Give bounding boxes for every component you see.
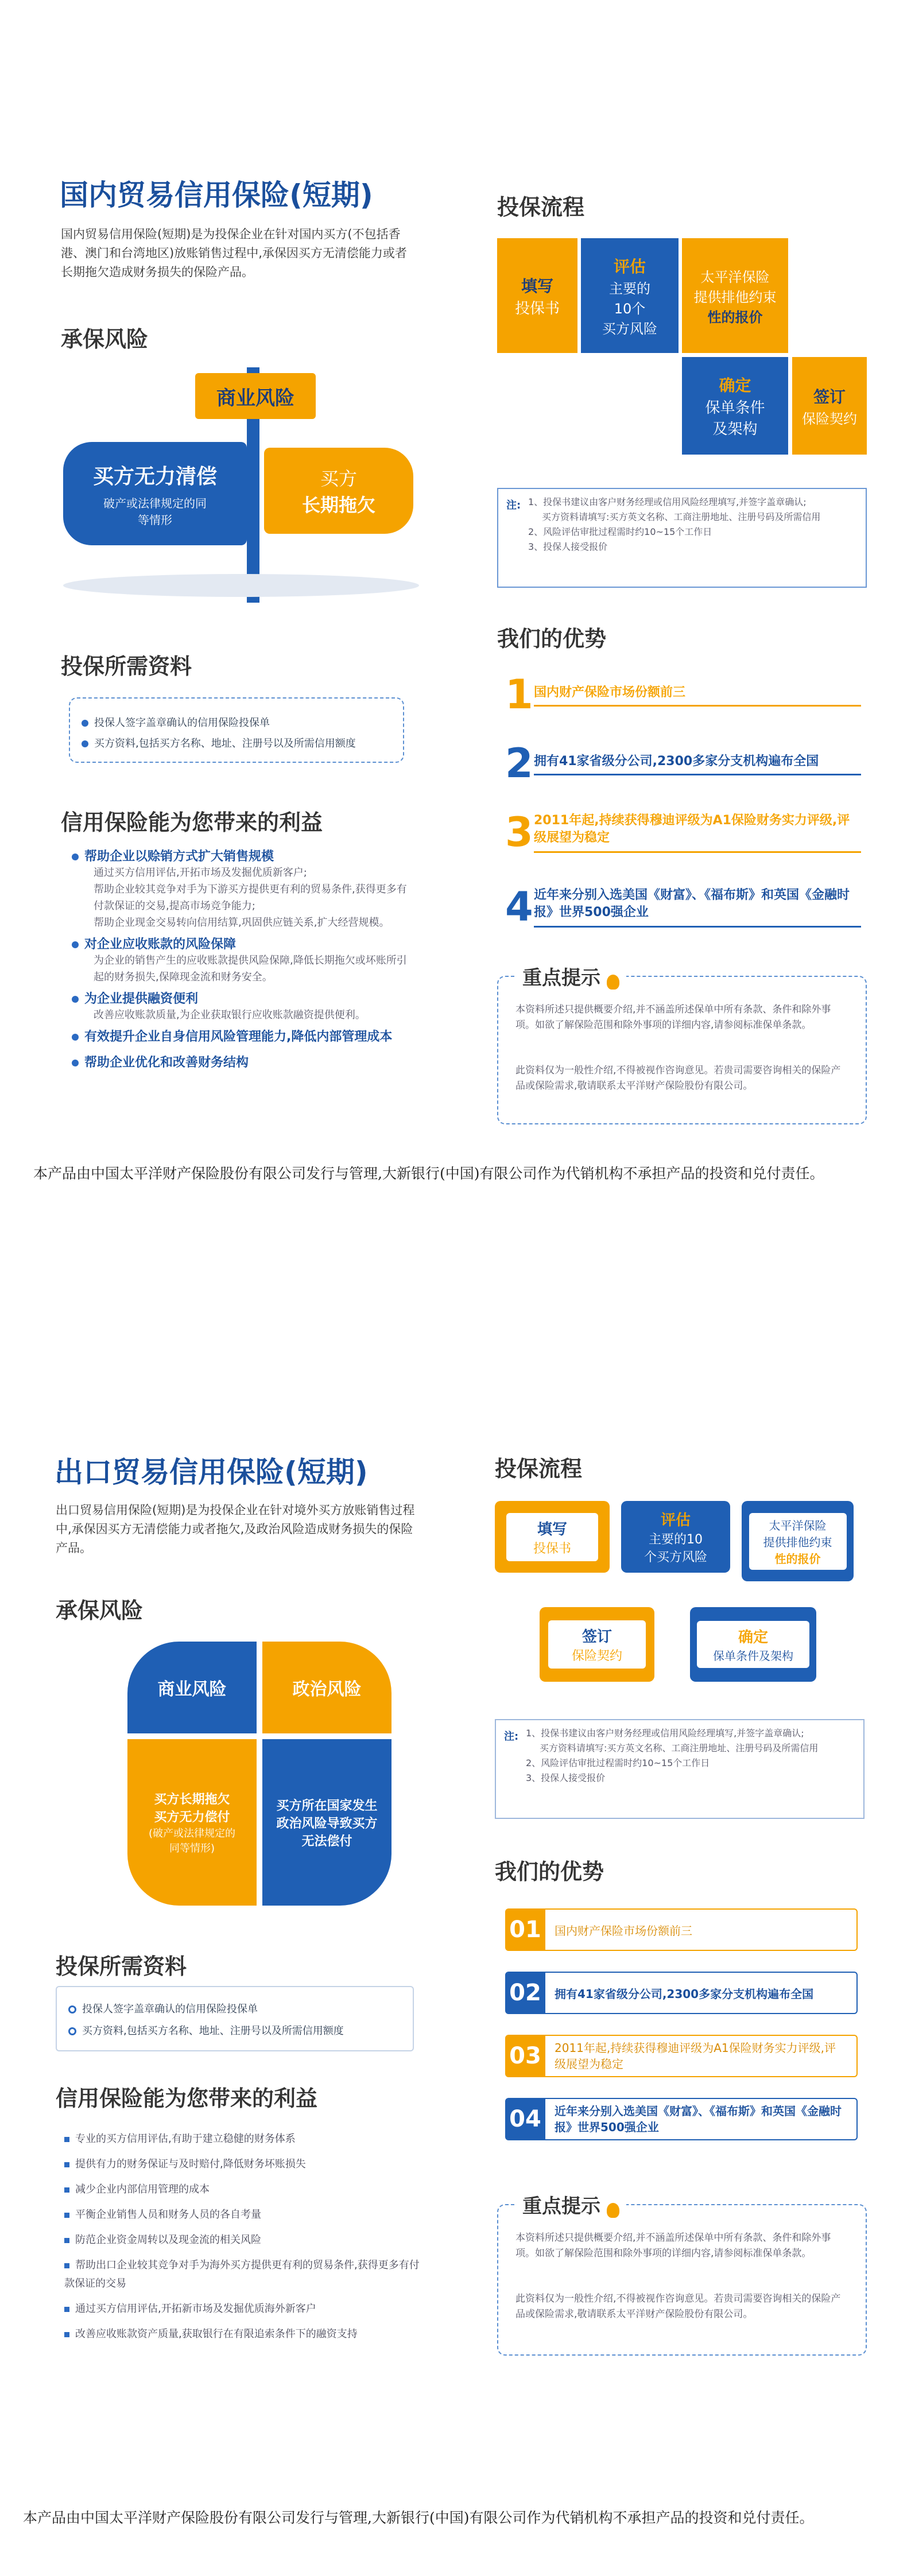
advantage-text: 拥有41家省级分公司,2300多家分支机构遍布全国 xyxy=(555,1987,814,2001)
petal-text: 买方所在国家发生 xyxy=(276,1798,378,1813)
risk-top-label: 商业风险 xyxy=(216,386,294,410)
step-text: 太平洋保险 xyxy=(700,269,770,285)
step-text: 买方风险 xyxy=(602,320,657,337)
step-evaluate xyxy=(621,1501,730,1573)
docs-item-text: 买方资料,包括买方名称、地址、注册号以及所需信用额度 xyxy=(94,738,356,750)
petal-political-detail xyxy=(262,1739,391,1906)
bullet-icon xyxy=(64,2238,69,2243)
step-text: 投保书 xyxy=(533,1541,571,1556)
benefit-sub: 帮助企业较其竞争对手为下游买方提供更有利的贸易条件,获得更多有付款保证的交易,提高市场竞争能力; xyxy=(94,883,407,912)
step-text: 提供排他约束 xyxy=(763,1535,832,1549)
tip-paragraph: 本资料所述只提供概要介绍,并不涵盖所述保单中所有条款、条件和除外事项。如欲了解保险范围和除外事项的详细内容,请参阅标准保单条款。 xyxy=(515,2232,831,2259)
advantage-number: 2 xyxy=(505,740,533,787)
petal-label: 商业风险 xyxy=(157,1679,227,1700)
advantages-heading: 我们的优势 xyxy=(497,626,607,651)
advantage-text: 2011年起,持续获得穆迪评级为A1保险财务实力评级,评级展望为稳定 xyxy=(534,812,861,853)
benefits-list xyxy=(72,847,416,1070)
docs-item-text: 买方资料,包括买方名称、地址、注册号以及所需信用额度 xyxy=(82,2025,344,2037)
advantage-item xyxy=(505,809,861,855)
docs-item xyxy=(68,2001,258,2016)
advantage-text: 2011年起,持续获得穆迪评级为A1保险财务实力评级,评级展望为稳定 xyxy=(555,2041,836,2071)
risk-right-line2: 长期拖欠 xyxy=(301,494,375,516)
note-line: 3、投保人接受报价 xyxy=(528,541,608,552)
step-text: 及架构 xyxy=(712,421,758,438)
benefit-text: 防范企业资金周转以及现金流的相关风险 xyxy=(75,2234,261,2246)
risk-signpost xyxy=(52,356,431,603)
page-title: 国内贸易信用保险(短期) xyxy=(60,179,373,212)
advantage-number: 02 xyxy=(505,1973,545,2013)
tip-paragraph: 此资料仅为一般性介绍,不得被视作咨询意见。若贵司需要咨询相关的保险产品或保险需求,敬请联系太平洋财产保险股份有限公司。 xyxy=(515,1065,841,1092)
advantage-number: 01 xyxy=(505,1910,545,1950)
step-text: 10个 xyxy=(614,300,646,317)
benefit-text: 减少企业内部信用管理的成本 xyxy=(75,2183,210,2195)
bullet-icon xyxy=(82,720,88,727)
benefit-text: 改善应收账款资产质量,获取银行在有限追索条件下的融资支持 xyxy=(75,2328,358,2340)
step-sign xyxy=(540,1607,654,1682)
benefit-text: 专业的买方信用评估,有助于建立稳健的财务体系 xyxy=(75,2133,296,2145)
bullet-icon xyxy=(64,2307,69,2312)
advantage-item xyxy=(505,1972,858,2014)
bullet-icon xyxy=(68,2027,76,2035)
step-text: 性的报价 xyxy=(707,309,763,325)
step-fill-form xyxy=(497,238,577,353)
benefit-title: 有效提升企业自身信用风险管理能力,降低内部管理成本 xyxy=(84,1030,393,1044)
lightbulb-icon xyxy=(607,2203,619,2218)
bullet-icon xyxy=(72,1034,79,1041)
bullet-icon xyxy=(72,996,79,1003)
benefit-item xyxy=(72,1027,416,1045)
benefit-sub: 通过买方信用评估,开拓市场及发掘优质新客户; xyxy=(94,867,307,879)
docs-box xyxy=(56,1986,414,2051)
benefit-title: 帮助企业以赊销方式扩大销售规模 xyxy=(84,849,274,864)
advantage-item xyxy=(505,1908,858,1951)
petal-commercial-detail xyxy=(127,1739,257,1906)
bullet-icon xyxy=(64,2137,69,2142)
petal-text: 无法偿付 xyxy=(301,1834,352,1849)
step-text: 确定 xyxy=(719,376,751,395)
advantage-item xyxy=(505,740,861,786)
petal-text: 政治风险导致买方 xyxy=(276,1816,378,1831)
benefit-item xyxy=(64,2202,420,2228)
benefit-item xyxy=(72,1053,416,1070)
step-sign xyxy=(792,357,867,455)
benefit-item xyxy=(64,2296,420,2322)
step-text: 保单条件及架构 xyxy=(713,1649,793,1663)
bullet-icon xyxy=(72,941,79,948)
intro-text: 出口贸易信用保险(短期)是为投保企业在针对境外买方放账销售过程中,承保因买方无清偿能力或者拖欠,及政治风险造成财务损失的保险产品。 xyxy=(56,1503,415,1555)
docs-item xyxy=(68,2023,344,2038)
benefit-title: 为企业提供融资便利 xyxy=(84,992,199,1006)
notes-label: 注: xyxy=(506,499,521,511)
process-heading: 投保流程 xyxy=(497,195,585,220)
step-text: 个买方风险 xyxy=(643,1550,707,1565)
benefit-item xyxy=(64,2152,420,2177)
advantage-number: 3 xyxy=(505,809,533,856)
tip-box xyxy=(497,2195,867,2356)
risk-right-line1: 买方 xyxy=(320,468,357,490)
step-confirm xyxy=(682,357,788,455)
step-text: 填写 xyxy=(521,276,553,296)
step-text: 主要的10 xyxy=(649,1533,703,1547)
step-text: 评估 xyxy=(613,257,646,276)
note-line: 2、风险评估审批过程需时约10~15个工作日 xyxy=(526,1758,710,1768)
tip-heading: 重点提示 xyxy=(522,2195,600,2218)
docs-heading: 投保所需资料 xyxy=(56,1954,187,1979)
petal-text: 买方长期拖欠 xyxy=(154,1793,230,1807)
advantage-text: 近年来分别入选美国《财富》、《福布斯》和英国《金融时报》世界500强企业 xyxy=(534,887,861,928)
docs-item xyxy=(82,735,356,750)
step-text: 填写 xyxy=(537,1520,567,1538)
bullet-icon xyxy=(82,740,88,747)
docs-item-text: 投保人签字盖章确认的信用保险投保单 xyxy=(82,2003,258,2015)
risk-top-sign xyxy=(195,373,316,419)
benefits-heading: 信用保险能为您带来的利益 xyxy=(61,810,323,835)
benefit-title: 帮助企业优化和改善财务结构 xyxy=(84,1056,249,1070)
risk-left-sign xyxy=(63,442,247,545)
docs-heading: 投保所需资料 xyxy=(61,654,192,679)
step-text: 保险契约 xyxy=(802,410,857,427)
advantage-number: 03 xyxy=(505,2036,545,2076)
benefit-sub: 帮助企业现金交易转向信用结算,巩固供应链关系,扩大经营规模。 xyxy=(94,917,390,929)
advantage-item xyxy=(505,2098,858,2140)
footer-disclaimer: 本产品由中国太平洋财产保险股份有限公司发行与管理,大新银行(中国)有限公司作为代销机构不承担产品的投资和兑付责任。 xyxy=(33,1165,824,1182)
bullet-icon xyxy=(64,2263,69,2268)
petal-text: 同等情形) xyxy=(169,1842,215,1855)
step-text: 太平洋保险 xyxy=(769,1518,827,1533)
lightbulb-icon xyxy=(607,975,619,990)
notes-box xyxy=(495,1719,865,1819)
note-line: 3、投保人接受报价 xyxy=(526,1772,606,1783)
benefit-item xyxy=(64,2253,420,2296)
benefit-text: 平衡企业销售人员和财务人员的各自考量 xyxy=(75,2209,261,2221)
notes-lines xyxy=(528,495,855,554)
risk-left-sub: 破产或法律规定的同等情形 xyxy=(103,496,207,527)
notes-lines xyxy=(526,1726,853,1786)
petal-text: 买方无力偿付 xyxy=(154,1810,230,1825)
benefit-sub: 改善应收账款质量,为企业获取银行应收账款融资提供便利。 xyxy=(94,1009,366,1021)
benefit-text: 通过买方信用评估,开拓新市场及发掘优质海外新客户 xyxy=(75,2303,316,2315)
risk-right-sign xyxy=(264,448,413,534)
benefit-text: 提供有力的财务保证与及时赔付,降低财务坏账损失 xyxy=(75,2158,306,2170)
intro-text: 国内贸易信用保险(短期)是为投保企业在针对国内买方(不包括香港、澳门和台湾地区)放账销售过程中,承保因买方无清偿能力或者长期拖欠造成财务损失的保险产品。 xyxy=(61,227,407,279)
footer-disclaimer: 本产品由中国太平洋财产保险股份有限公司发行与管理,大新银行(中国)有限公司作为代销机构不承担产品的投资和兑付责任。 xyxy=(23,2509,814,2526)
benefits-heading: 信用保险能为您带来的利益 xyxy=(56,2086,318,2111)
petal-political xyxy=(262,1642,391,1733)
risk-heading: 承保风险 xyxy=(61,327,149,352)
step-text: 确定 xyxy=(738,1629,768,1646)
benefit-item xyxy=(64,2228,420,2253)
bullet-icon xyxy=(72,1060,79,1066)
bullet-icon xyxy=(68,2005,76,2014)
benefit-item xyxy=(64,2127,420,2152)
benefit-sub: 为企业的销售产生的应收账款提供风险保障,降低长期拖欠或坏账所引起的财务损失,保障现金流和财务安全。 xyxy=(94,955,407,983)
benefit-item xyxy=(64,2322,420,2347)
benefit-title: 对企业应收账款的风险保障 xyxy=(84,937,237,952)
benefit-text: 帮助出口企业较其竞争对手为海外买方提供更有利的贸易条件,获得更多有付款保证的交易 xyxy=(64,2259,420,2290)
step-text: 评估 xyxy=(660,1512,691,1529)
docs-item xyxy=(82,715,270,730)
petal-label: 政治风险 xyxy=(292,1679,362,1700)
bullet-icon xyxy=(64,2332,69,2337)
advantage-item xyxy=(505,884,861,930)
tip-paragraph: 此资料仅为一般性介绍,不得被视作咨询意见。若贵司需要咨询相关的保险产品或保险需求,敬请联系太平洋财产保险股份有限公司。 xyxy=(515,2293,841,2320)
step-fill-form xyxy=(495,1501,610,1573)
docs-item-text: 投保人签字盖章确认的信用保险投保单 xyxy=(94,717,270,729)
advantage-number: 4 xyxy=(505,883,533,930)
benefits-list xyxy=(64,2127,420,2347)
risk-petals xyxy=(127,1642,391,1906)
advantage-item xyxy=(505,671,861,718)
docs-box xyxy=(69,697,404,763)
advantages-heading: 我们的优势 xyxy=(495,1859,604,1884)
advantage-text: 国内财产保险市场份额前三 xyxy=(534,682,861,707)
step-text: 性的报价 xyxy=(774,1551,821,1566)
note-line: 买方资料请填写:买方英文名称、工商注册地址、注册号码及所需信用 xyxy=(540,1743,819,1753)
benefit-item xyxy=(72,934,416,986)
note-line: 1、投保书建议由客户财务经理或信用风险经理填写,并签字盖章确认; xyxy=(526,1728,804,1739)
risk-heading: 承保风险 xyxy=(56,1598,144,1623)
tip-heading: 重点提示 xyxy=(522,967,600,990)
advantage-item xyxy=(505,2035,858,2077)
benefit-item xyxy=(64,2177,420,2202)
step-text: 主要的 xyxy=(609,280,650,297)
step-confirm xyxy=(690,1607,816,1682)
note-line: 买方资料请填写:买方英文名称、工商注册地址、注册号码及所需信用 xyxy=(542,511,821,522)
step-text: 保险契约 xyxy=(571,1649,622,1663)
bullet-icon xyxy=(64,2162,69,2167)
risk-left-title: 买方无力清偿 xyxy=(92,464,217,488)
note-line: 1、投保书建议由客户财务经理或信用风险经理填写,并签字盖章确认; xyxy=(528,496,807,507)
advantage-text: 拥有41家省级分公司,2300多家分支机构遍布全国 xyxy=(534,751,861,775)
petal-commercial xyxy=(127,1642,257,1733)
notes-label: 注: xyxy=(504,1731,519,1743)
step-text: 保单条件 xyxy=(705,399,765,417)
step-text: 投保书 xyxy=(514,300,560,317)
bullet-icon xyxy=(64,2187,69,2193)
advantage-text: 近年来分别入选美国《财富》、《福布斯》和英国《金融时报》世界500强企业 xyxy=(555,2104,842,2134)
advantage-number: 04 xyxy=(505,2099,545,2139)
step-evaluate xyxy=(581,238,679,353)
advantage-number: 1 xyxy=(505,671,533,718)
bullet-icon xyxy=(64,2213,69,2218)
bullet-icon xyxy=(72,854,79,860)
note-line: 2、风险评估审批过程需时约10~15个工作日 xyxy=(528,526,712,537)
tip-box xyxy=(497,967,867,1124)
process-heading: 投保流程 xyxy=(495,1456,583,1481)
page-title: 出口贸易信用保险(短期) xyxy=(55,1456,368,1489)
step-quote xyxy=(682,238,788,353)
petal-text: (破产或法律规定的 xyxy=(148,1828,236,1840)
step-text: 提供排他约束 xyxy=(693,289,777,305)
step-text: 签订 xyxy=(582,1628,612,1646)
advantage-text: 国内财产保险市场份额前三 xyxy=(555,1923,692,1938)
step-text: 签订 xyxy=(813,387,846,406)
tip-paragraph: 本资料所述只提供概要介绍,并不涵盖所述保单中所有条款、条件和除外事项。如欲了解保险范围和除外事项的详细内容,请参阅标准保单条款。 xyxy=(515,1004,831,1031)
step-quote xyxy=(742,1501,854,1581)
benefit-item xyxy=(72,989,416,1023)
benefit-item xyxy=(72,847,416,931)
notes-box xyxy=(497,488,867,588)
